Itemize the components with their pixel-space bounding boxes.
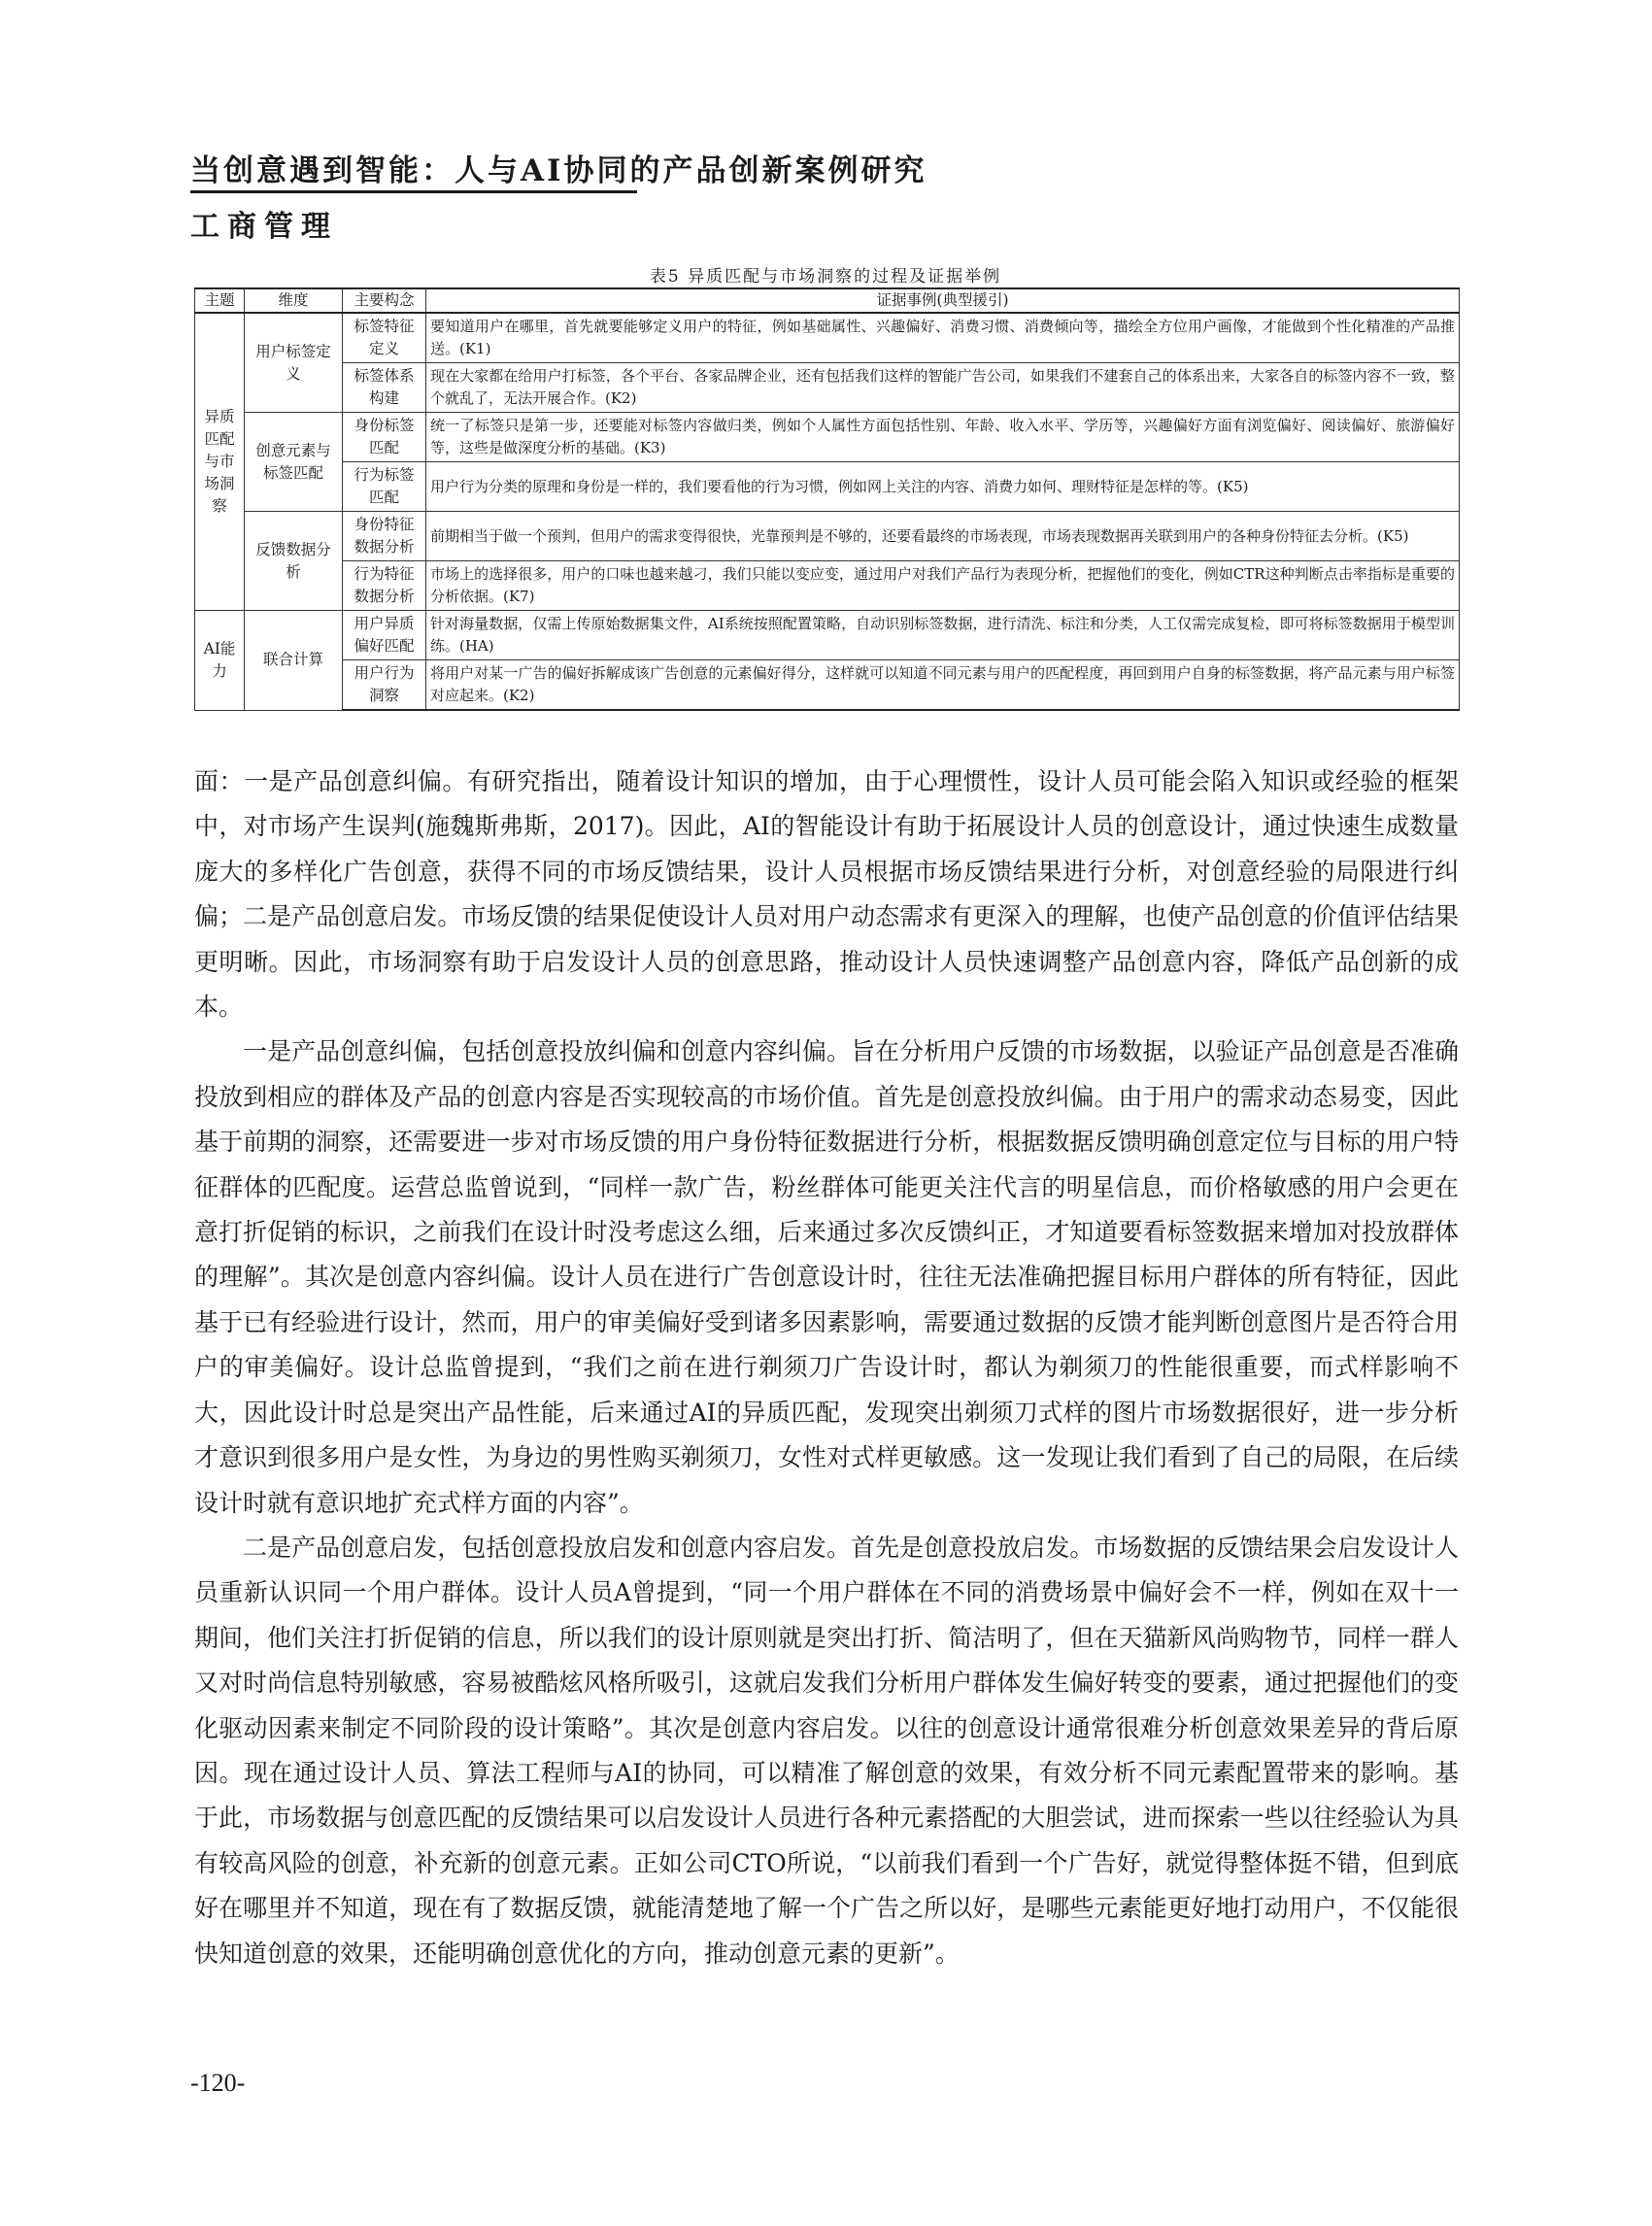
column-header-theme: 主题 — [195, 288, 245, 313]
construct-cell: 用户异质偏好匹配 — [343, 611, 426, 660]
dimension-cell: 反馈数据分析 — [245, 512, 343, 611]
evidence-table — [194, 287, 1460, 711]
table-row — [195, 660, 1460, 711]
paragraph: 二是产品创意启发，包括创意投放启发和创意内容启发。首先是创意投放启发。市场数据的反馈结果会启发设计人员重新认识同一个用户群体。设计人员A曾提到，“同一个用户群体在不同的消费场景中偏好会不一样，例如在双十一期间，他们关注打折促销的信息，所以我们的设计原则就是突出打折、简洁明了，但在天猫新风尚购物节，同样一群人又对时尚信息特别敏感，容易被酷炫风格所吸引，这就启发我们分析用户群体发生偏好转变的要素，通过把握他们的变化驱动因素来制定不同阶段的设计策略”。其次是创意内容启发。以往的创意设计通常很难分析创意效果差异的背后原因。现在通过设计人员、算法工程师与AI的协同，可以精准了解创意的效果，有效分析不同元素配置带来的影响。基于此，市场数据与创意匹配的反馈结果可以启发设计人员进行各种元素搭配的大胆尝试，进而探索一些以往经验认为具有较高风险的创意，补充新的创意元素。正如公司CTO所说，“以前我们看到一个广告好，就觉得整体挺不错，但到底好在哪里并不知道，现在有了数据反馈，就能清楚地了解一个广告之所以好，是哪些元素能更好地打动用户，不仅能很快知道创意的效果，还能明确创意优化的方向，推动创意元素的更新”。 — [194, 1533, 1459, 1968]
construct-cell: 行为标签匹配 — [343, 462, 426, 512]
table-row — [195, 363, 1460, 413]
evidence-cell: 前期相当于做一个预判，但用户的需求变得很快，光靠预判是不够的，还要看最终的市场表现，市场表现数据再关联到用户的各种身份特征去分析。(K5) — [426, 512, 1460, 561]
table-row — [195, 512, 1460, 561]
theme-cell: AI能力 — [195, 611, 245, 711]
table-caption: 表5 异质匹配与市场洞察的过程及证据举例 — [649, 267, 1002, 287]
page-number: -120- — [190, 2069, 246, 2097]
table-row — [195, 561, 1460, 611]
table-row — [195, 313, 1460, 363]
table-header-row — [195, 288, 1460, 313]
column-header-evidence: 证据事例(典型援引) — [426, 288, 1460, 313]
column-header-construct: 主要构念 — [343, 288, 426, 313]
evidence-cell: 针对海量数据，仅需上传原始数据集文件，AI系统按照配置策略，自动识别标签数据，进行清洗、标注和分类，人工仅需完成复检，即可将标签数据用于模型训练。(HA) — [426, 611, 1460, 660]
running-header-title: 当创意遇到智能：人与AI协同的产品创新案例研究 — [190, 153, 927, 188]
header-rule — [190, 190, 637, 193]
construct-cell: 标签特征定义 — [343, 313, 426, 363]
evidence-cell: 市场上的选择很多，用户的口味也越来越刁，我们只能以变应变，通过用户对我们产品行为表现分析，把握他们的变化，例如CTR这种判断点击率指标是重要的分析依据。(K7) — [426, 561, 1460, 611]
table-row — [195, 611, 1460, 660]
evidence-cell: 将用户对某一广告的偏好拆解成该广告创意的元素偏好得分，这样就可以知道不同元素与用户的匹配程度，再回到用户自身的标签数据，将产品元素与用户标签对应起来。(K2) — [426, 660, 1460, 711]
evidence-cell: 现在大家都在给用户打标签，各个平台、各家品牌企业，还有包括我们这样的智能广告公司，如果我们不建套自己的体系出来，大家各自的标签内容不一致，整个就乱了，无法开展合作。(K2) — [426, 363, 1460, 413]
construct-cell: 身份标签匹配 — [343, 413, 426, 462]
theme-cell: 异质匹配与市场洞察 — [195, 313, 245, 611]
construct-cell: 行为特征数据分析 — [343, 561, 426, 611]
table-row — [195, 462, 1460, 512]
dimension-cell: 创意元素与标签匹配 — [245, 413, 343, 512]
dimension-cell: 用户标签定义 — [245, 313, 343, 413]
paragraph: 一是产品创意纠偏，包括创意投放纠偏和创意内容纠偏。旨在分析用户反馈的市场数据，以验证产品创意是否准确投放到相应的群体及产品的创意内容是否实现较高的市场价值。首先是创意投放纠偏。由于用户的需求动态易变，因此基于前期的洞察，还需要进一步对市场反馈的用户身份特征数据进行分析，根据数据反馈明确创意定位与目标的用户特征群体的匹配度。运营总监曾说到，“同样一款广告，粉丝群体可能更关注代言的明星信息，而价格敏感的用户会更在意打折促销的标识，之前我们在设计时没考虑这么细，后来通过多次反馈纠正，才知道要看标签数据来增加对投放群体的理解”。其次是创意内容纠偏。设计人员在进行广告创意设计时，往往无法准确把握目标用户群体的所有特征，因此基于已有经验进行设计，然而，用户的审美偏好受到诸多因素影响，需要通过数据的反馈才能判断创意图片是否符合用户的审美偏好。设计总监曾提到，“我们之前在进行剃须刀广告设计时，都认为剃须刀的性能很重要，而式样影响不大，因此设计时总是突出产品性能，后来通过AI的异质匹配，发现突出剃须刀式样的图片市场数据很好，进一步分析才意识到很多用户是女性，为身边的男性购买剃须刀，女性对式样更敏感。这一发现让我们看到了自己的局限，在后续设计时就有意识地扩充式样方面的内容”。 — [194, 1037, 1459, 1517]
construct-cell: 用户行为洞察 — [343, 660, 426, 711]
table-row — [195, 413, 1460, 462]
evidence-cell: 用户行为分类的原理和身份是一样的，我们要看他的行为习惯，例如网上关注的内容、消费力如何、理财特征是怎样的等。(K5) — [426, 462, 1460, 512]
construct-cell: 身份特征数据分析 — [343, 512, 426, 561]
column-header-dimension: 维度 — [245, 288, 343, 313]
section-label: 工商管理 — [190, 210, 338, 244]
evidence-cell: 统一了标签只是第一步，还要能对标签内容做归类，例如个人属性方面包括性别、年龄、收入水平、学历等，兴趣偏好方面有浏览偏好、阅读偏好、旅游偏好等，这些是做深度分析的基础。(K3) — [426, 413, 1460, 462]
construct-cell: 标签体系构建 — [343, 363, 426, 413]
body-text — [194, 759, 1459, 1976]
dimension-cell: 联合计算 — [245, 611, 343, 711]
evidence-cell: 要知道用户在哪里，首先就要能够定义用户的特征，例如基础属性、兴趣偏好、消费习惯、消费倾向等，描绘全方位用户画像，才能做到个性化精准的产品推送。(K1) — [426, 313, 1460, 363]
paragraph: 面：一是产品创意纠偏。有研究指出，随着设计知识的增加，由于心理惯性，设计人员可能会陷入知识或经验的框架中，对市场产生误判(施魏斯弗斯，2017)。因此，AI的智能设计有助于拓展设计人员的创意设计，通过快速生成数量庞大的多样化广告创意，获得不同的市场反馈结果，设计人员根据市场反馈结果进行分析，对创意经验的局限进行纠偏；二是产品创意启发。市场反馈的结果促使设计人员对用户动态需求有更深入的理解，也使产品创意的价值评估结果更明晰。因此，市场洞察有助于启发设计人员的创意思路，推动设计人员快速调整产品创意内容，降低产品创新的成本。 — [194, 767, 1459, 1022]
